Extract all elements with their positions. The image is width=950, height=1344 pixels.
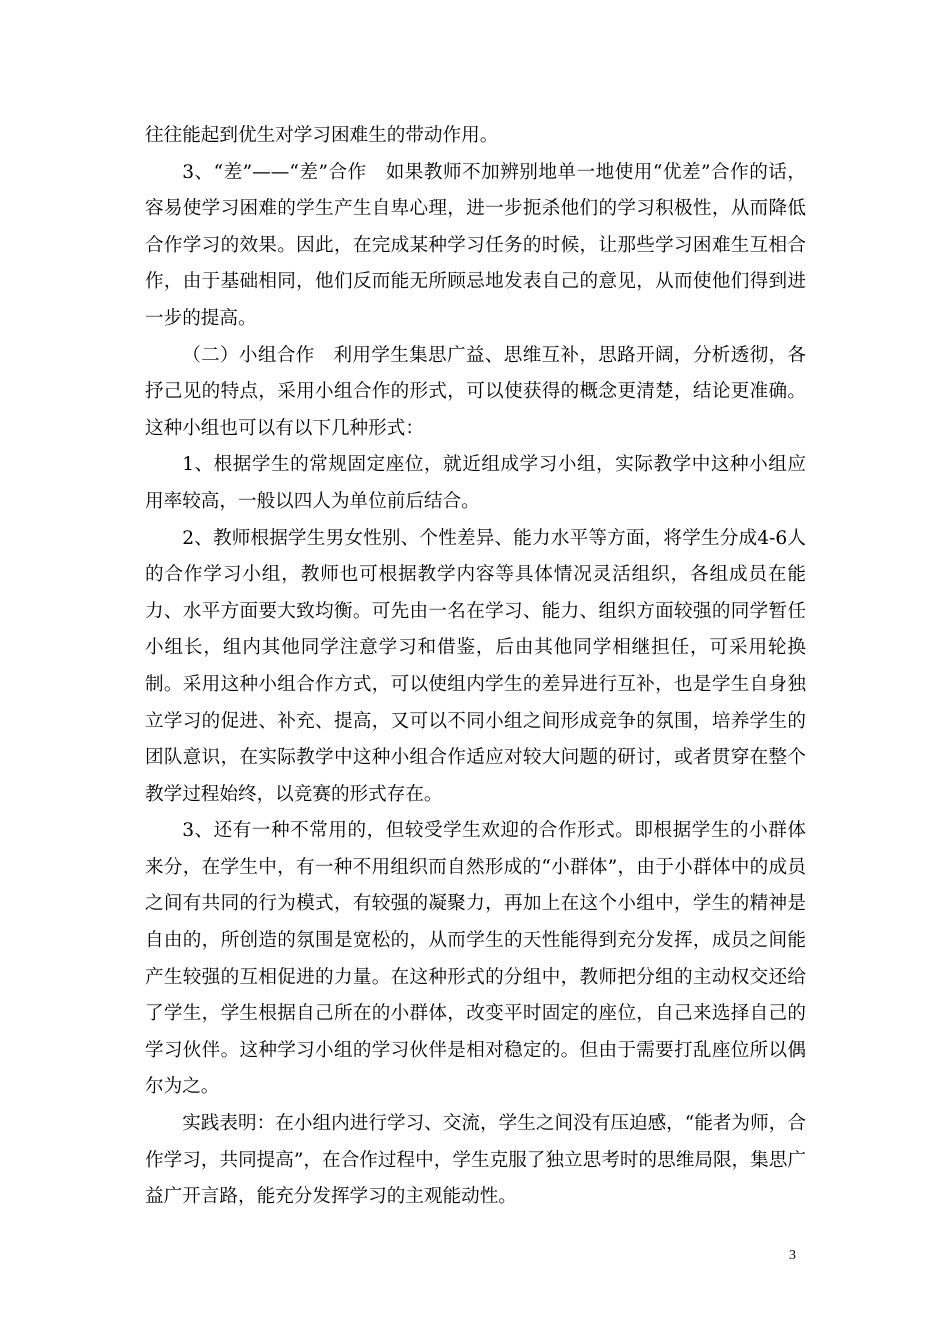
paragraph-6: 3、还有一种不常用的，但较受学生欢迎的合作形式。即根据学生的小群体来分，在学生中，有一种不用组织而自然形成的“小群体”，由于小群体中的成员之间有共同的行为模式，有较强的凝聚力，再加上在这个小组中，学生的精神是自由的，所创造的氛围是宽松的，从而学生的天性能得到充分发挥，成员之间能产生较强的互相促进的力量。在这种形式的分组中，教师把分组的主动权交还给了学生，学生根据自己所在的小群体，改变平时固定的座位，自己来选择自己的学习伙伴。这种学习小组的学习伙伴是相对稳定的。但由于需要打乱座位所以偶尔为之。 [145, 820, 806, 1098]
paragraph-2: 3、“差”——“差”合作 如果教师不加辨别地单一地使用“优差”合作的话，容易使学习困难的学生产生自卑心理，进一步扼杀他们的学习积极性，从而降低合作学习的效果。因此，在完成某种学习任务的时候，让那些学习困难生互相合作，由于基础相同，他们反而能无所顾忌地发表自己的意见，从而使他们得到进一步的提高。 [145, 161, 806, 329]
paragraph-3: （二）小组合作 利用学生集思广益、思维互补，思路开阔，分析透彻，各抒己见的特点，采用小组合作的形式，可以使获得的概念更清楚，结论更准确。这种小组也可以有以下几种形式： [145, 344, 806, 439]
page-number: 3 [789, 1248, 796, 1263]
paragraph-1: 往往能起到优生对学习困难生的带动作用。 [145, 125, 499, 146]
paragraph-4: 1、根据学生的常规固定座位，就近组成学习小组，实际教学中这种小组应用率较高，一般以四人为单位前后结合。 [145, 454, 806, 512]
paragraph-5: 2、教师根据学生男女性别、个性差异、能力水平等方面，将学生分成4-6人的合作学习小组，教师也可根据教学内容等具体情况灵活组织，各组成员在能力、水平方面要大致均衡。可先由一名在学习、能力、组织方面较强的同学暂任小组长，组内其他同学注意学习和借鉴，后由其他同学相继担任，可采用轮换制。采用这种小组合作方式，可以使组内学生的差异进行互补，也是学生自身独立学习的促进、补充、提高，又可以不同小组之间形成竞争的氛围，培养学生的团队意识，在实际教学中这种小组合作适应对较大问题的研讨，或者贯穿在整个教学过程始终，以竞赛的形式存在。 [145, 527, 806, 805]
paragraph-7: 实践表明：在小组内进行学习、交流，学生之间没有压迫感，“能者为师，合作学习，共同提高”，在合作过程中，学生克服了独立思考时的思维局限，集思广益广开言路，能充分发挥学习的主观能动性。 [145, 1113, 806, 1208]
document-body [145, 118, 806, 1216]
